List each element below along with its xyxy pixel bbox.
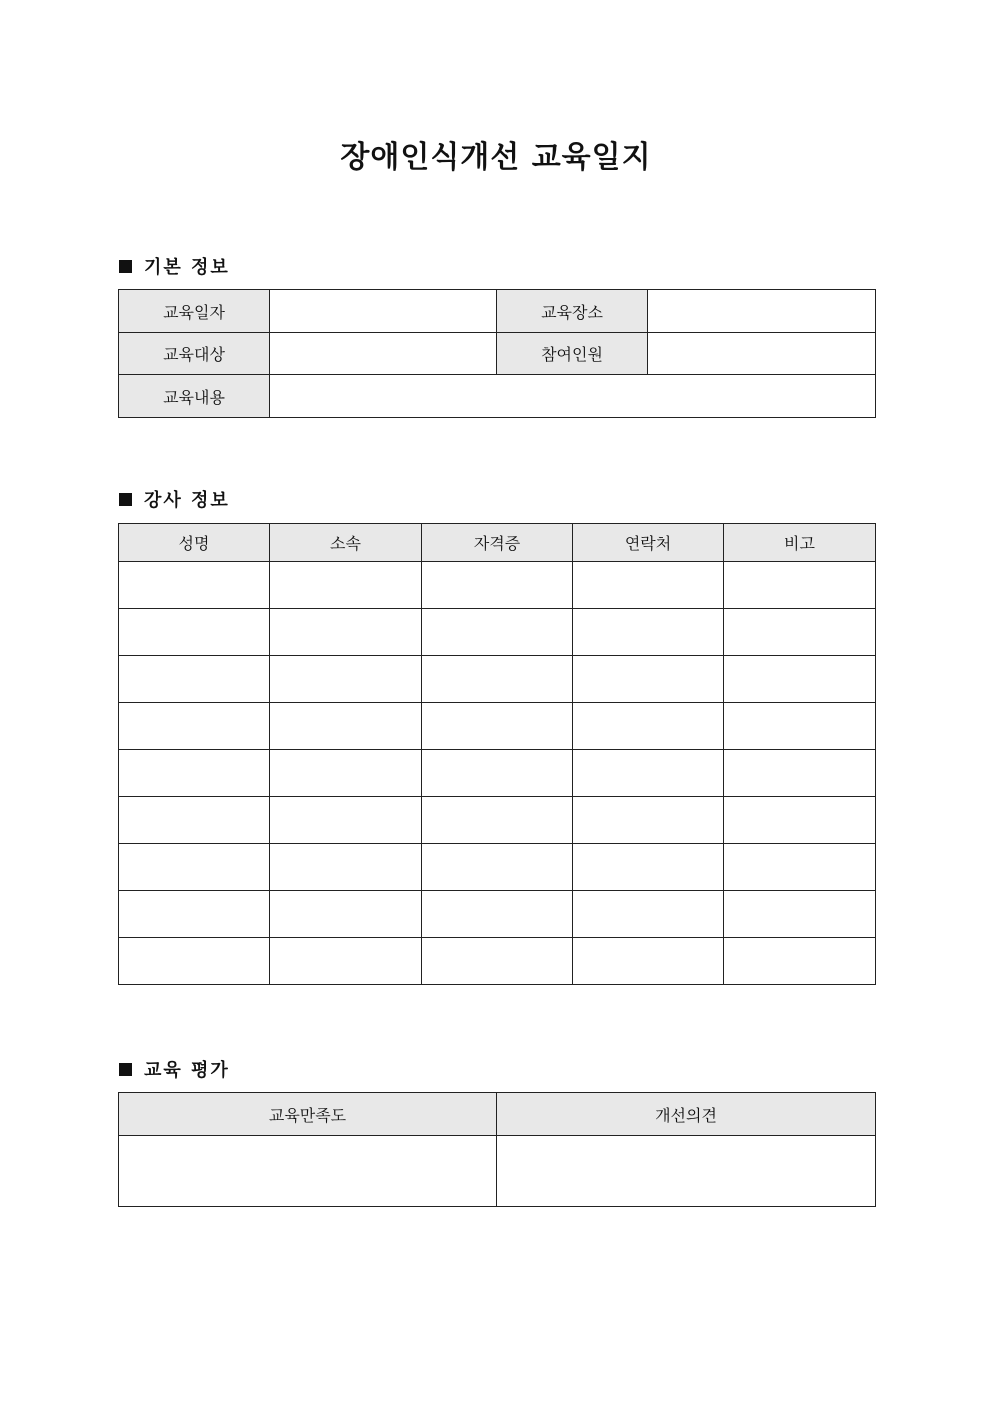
table-cell[interactable] <box>270 656 422 703</box>
table-cell[interactable] <box>724 891 876 938</box>
table-cell[interactable] <box>422 750 573 797</box>
col-header-name: 성명 <box>119 524 270 562</box>
table-row <box>119 703 876 750</box>
col-header-remarks: 비고 <box>724 524 876 562</box>
table-header-row <box>119 1093 876 1136</box>
table-row <box>119 375 876 418</box>
table-cell[interactable] <box>724 609 876 656</box>
table-cell[interactable] <box>119 656 270 703</box>
table-cell[interactable] <box>422 656 573 703</box>
improvement-field[interactable] <box>497 1136 876 1207</box>
target-field[interactable] <box>270 333 497 375</box>
table-cell[interactable] <box>422 844 573 891</box>
satisfaction-field[interactable] <box>119 1136 497 1207</box>
table-cell[interactable] <box>422 562 573 609</box>
table-cell[interactable] <box>573 609 724 656</box>
table-cell[interactable] <box>270 562 422 609</box>
table-cell[interactable] <box>270 750 422 797</box>
date-field[interactable] <box>270 290 497 333</box>
table-cell[interactable] <box>724 938 876 985</box>
table-row <box>119 290 876 333</box>
col-header-improvement: 개선의견 <box>497 1093 876 1136</box>
table-cell[interactable] <box>724 750 876 797</box>
table-row <box>119 938 876 985</box>
table-cell[interactable] <box>270 609 422 656</box>
col-header-affiliation: 소속 <box>270 524 422 562</box>
table-cell[interactable] <box>119 891 270 938</box>
target-label: 교육대상 <box>119 333 270 375</box>
table-cell[interactable] <box>119 750 270 797</box>
col-header-contact: 연락처 <box>573 524 724 562</box>
table-cell[interactable] <box>270 703 422 750</box>
table-cell[interactable] <box>119 703 270 750</box>
table-row <box>119 333 876 375</box>
content-field[interactable] <box>270 375 876 418</box>
square-bullet-icon <box>119 260 132 273</box>
table-cell[interactable] <box>270 797 422 844</box>
place-label: 교육장소 <box>497 290 648 333</box>
table-cell[interactable] <box>724 703 876 750</box>
instructor-table <box>118 523 876 985</box>
date-label: 교육일자 <box>119 290 270 333</box>
table-cell[interactable] <box>724 797 876 844</box>
table-header-row <box>119 524 876 562</box>
table-cell[interactable] <box>573 562 724 609</box>
content-label: 교육내용 <box>119 375 270 418</box>
table-cell[interactable] <box>422 703 573 750</box>
table-cell[interactable] <box>119 938 270 985</box>
table-cell[interactable] <box>724 844 876 891</box>
square-bullet-icon <box>119 1063 132 1076</box>
page-title: 장애인식개선 교육일지 <box>340 140 652 175</box>
table-cell[interactable] <box>573 844 724 891</box>
table-cell[interactable] <box>119 797 270 844</box>
table-row <box>119 797 876 844</box>
table-row <box>119 750 876 797</box>
table-cell[interactable] <box>573 938 724 985</box>
table-cell[interactable] <box>119 609 270 656</box>
col-header-certificate: 자격증 <box>422 524 573 562</box>
evaluation-table <box>118 1092 876 1207</box>
table-row <box>119 844 876 891</box>
instructor-info-heading-text: 강사 정보 <box>144 490 230 511</box>
table-cell[interactable] <box>422 609 573 656</box>
table-cell[interactable] <box>573 891 724 938</box>
table-cell[interactable] <box>573 797 724 844</box>
table-row <box>119 891 876 938</box>
table-row <box>119 609 876 656</box>
table-cell[interactable] <box>270 938 422 985</box>
table-row <box>119 656 876 703</box>
table-cell[interactable] <box>119 562 270 609</box>
table-row <box>119 1136 876 1207</box>
table-cell[interactable] <box>270 891 422 938</box>
table-cell[interactable] <box>573 656 724 703</box>
basic-info-heading <box>119 253 230 279</box>
col-header-satisfaction: 교육만족도 <box>119 1093 497 1136</box>
table-cell[interactable] <box>422 797 573 844</box>
table-cell[interactable] <box>724 562 876 609</box>
table-cell[interactable] <box>573 750 724 797</box>
table-cell[interactable] <box>724 656 876 703</box>
basic-info-heading-text: 기본 정보 <box>144 257 230 278</box>
table-cell[interactable] <box>270 844 422 891</box>
place-field[interactable] <box>648 290 876 333</box>
basic-info-table <box>118 289 876 418</box>
table-row <box>119 562 876 609</box>
table-cell[interactable] <box>573 703 724 750</box>
square-bullet-icon <box>119 493 132 506</box>
evaluation-heading-text: 교육 평가 <box>144 1060 230 1081</box>
table-cell[interactable] <box>422 938 573 985</box>
instructor-info-heading <box>119 486 230 512</box>
table-cell[interactable] <box>119 844 270 891</box>
participants-label: 참여인원 <box>497 333 648 375</box>
evaluation-heading <box>119 1056 230 1082</box>
participants-field[interactable] <box>648 333 876 375</box>
table-cell[interactable] <box>422 891 573 938</box>
